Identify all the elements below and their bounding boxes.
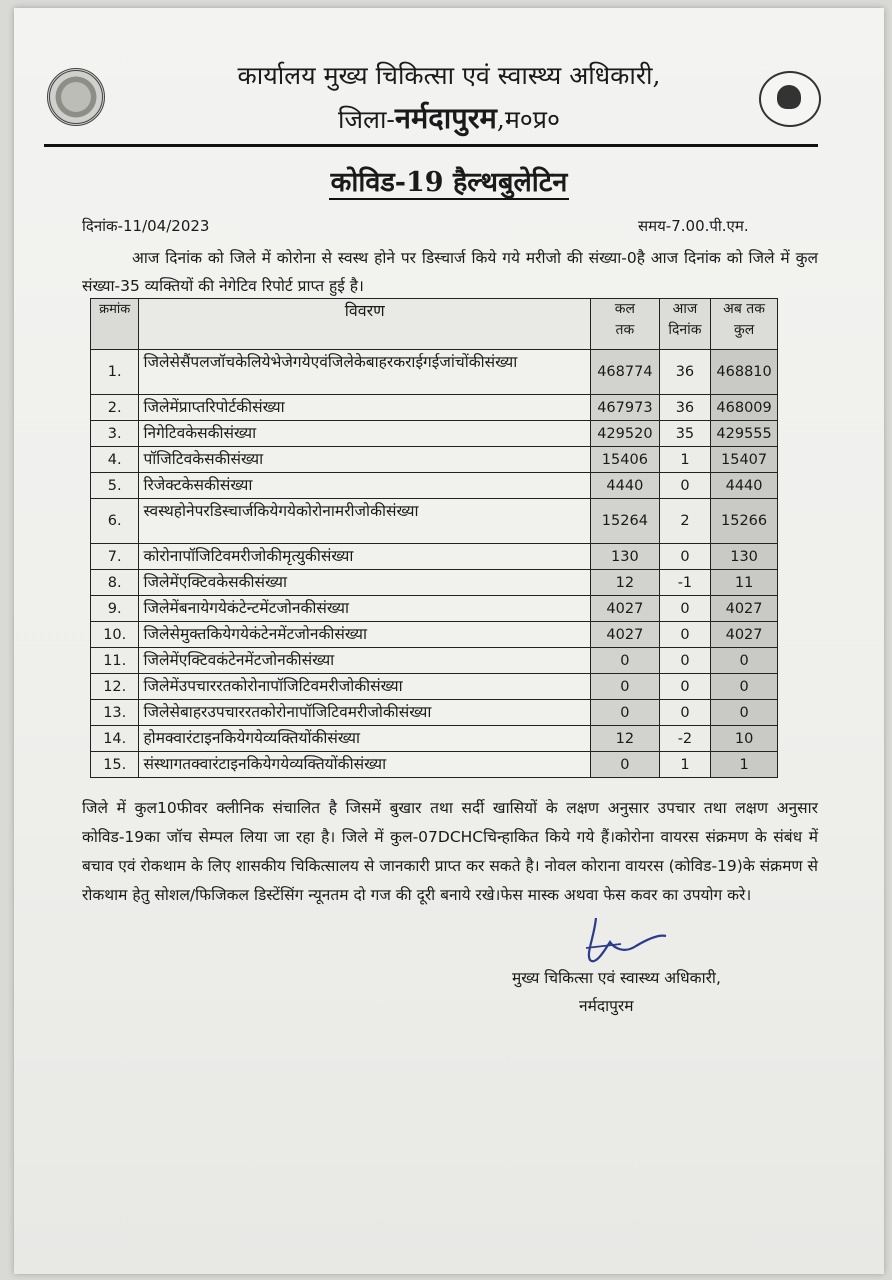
table-row: 9. जिलेमेंबनायेगयेकंटेन्टमेंटजोनकीसंख्या 4027 0 4027: [91, 596, 778, 622]
table-row: 10. जिलेसेमुक्तकियेगयेकंटेनमेंटजोनकीसंख्या 4027 0 4027: [91, 622, 778, 648]
footer-paragraph: जिले में कुल10फीवर क्लीनिक संचालित है जिसमें बुखार तथा सर्दी खासियों के लक्षण अनुसार उपचार तथा लक्षण अनुसार कोविड-19का जॉच सेम्पल लिया जा रहा है। जिले में कुल-07DCHCचिन्हाकित किये गये हैं।कोरोना वायरस संक्रमण के संबंध में बचाव एवं रोकथाम के लिए शासकीय चिकित्सालय से जानकारी प्राप्त कर सकते है। नोवल कोराना वायरस (कोविड-19)के संक्रमण से रोकथाम हेतु सोशल/फिजिकल डिस्टेंसिंग न्यूनतम दो गज की दूरी बनाये रखे।फेस मास्क अथवा फेस कवर का उपयोग करे।: [82, 799, 818, 904]
table-header-row: [91, 299, 778, 350]
document-page: [14, 8, 884, 1274]
intro-paragraph: आज दिनांक को जिले में कोरोना से स्वस्थ होने पर डिस्चार्ज किये गये मरीजो की संख्या-0है आज दिनांक को जिले में कुल संख्या-35 व्यक्तियों की नेगेटिव रिपोर्ट प्राप्त हुई है।: [82, 249, 818, 295]
covid-statistics-table: [90, 298, 778, 778]
bulletin-date: दिनांक-11/04/2023: [82, 217, 210, 235]
table-row: 1. जिलेसेसैंपलजॉचकेलियेभेजेगयेएवंजिलेकेबाहरकराईगईजांचोंकीसंख्या 468774 36 468810: [91, 350, 778, 395]
district-name: नर्मदापुरम: [394, 101, 497, 135]
header-divider: [44, 144, 818, 147]
office-title: कार्यालय मुख्य चिकित्सा एवं स्वास्थ्य अधिकारी,: [237, 61, 661, 90]
signatory-place: नर्मदापुरम: [579, 997, 634, 1015]
table-row: 15. संस्थागतक्वारंटाइनकियेगयेव्यक्तियोंकीसंख्या 0 1 1: [91, 752, 778, 778]
table-row: 8. जिलेमेंएक्टिवकेसकीसंख्या 12 -1 11: [91, 570, 778, 596]
table-row: 3. निगेटिवकेसकीसंख्या 429520 35 429555: [91, 421, 778, 447]
district-title: [14, 98, 884, 137]
table-row: 11. जिलेमेंएक्टिवकंटेनमेंटजोनकीसंख्या 0 0 0: [91, 648, 778, 674]
table-row: 2. जिलेमेंप्राप्तरिपोर्टकीसंख्या 467973 36 468009: [91, 395, 778, 421]
bulletin-title: कोविड-19 हैल्थबुलेटिन: [330, 167, 568, 198]
table-row: 4. पॉजिटिवकेसकीसंख्या 15406 1 15407: [91, 447, 778, 473]
signatory-designation: मुख्य चिकित्सा एवं स्वास्थ्य अधिकारी,: [512, 969, 721, 987]
header-today: आज दिनांक: [659, 299, 710, 350]
header-serial: क्रमांक: [91, 299, 139, 350]
header-total: अब तक कुल: [711, 299, 778, 350]
state-suffix: ,म०प्र०: [496, 105, 561, 134]
header-description: विवरण: [139, 299, 591, 350]
table-row: 12. जिलेमेंउपचाररतकोरोनापॉजिटिवमरीजोकीसंख्या 0 0 0: [91, 674, 778, 700]
table-row: 7. कोरोनापॉजिटिवमरीजोकीमृत्युकीसंख्या 130 0 130: [91, 544, 778, 570]
table-row: 14. होमक्वारंटाइनकियेगयेव्यक्तियोंकीसंख्या 12 -2 10: [91, 726, 778, 752]
table-row: 5. रिजेक्टकेसकीसंख्या 4440 0 4440: [91, 473, 778, 499]
header-till-yesterday: कल तक: [591, 299, 660, 350]
table-row: 13. जिलेसेबाहरउपचाररतकोरोनापॉजिटिवमरीजोकीसंख्या 0 0 0: [91, 700, 778, 726]
table-row: 6. स्वस्थहोनेपरडिस्चार्जकियेगयेकोरोनामरीजोकीसंख्या 15264 2 15266: [91, 499, 778, 544]
district-prefix: जिला-: [337, 105, 395, 134]
bulletin-time: समय-7.00.पी.एम.: [638, 217, 749, 235]
